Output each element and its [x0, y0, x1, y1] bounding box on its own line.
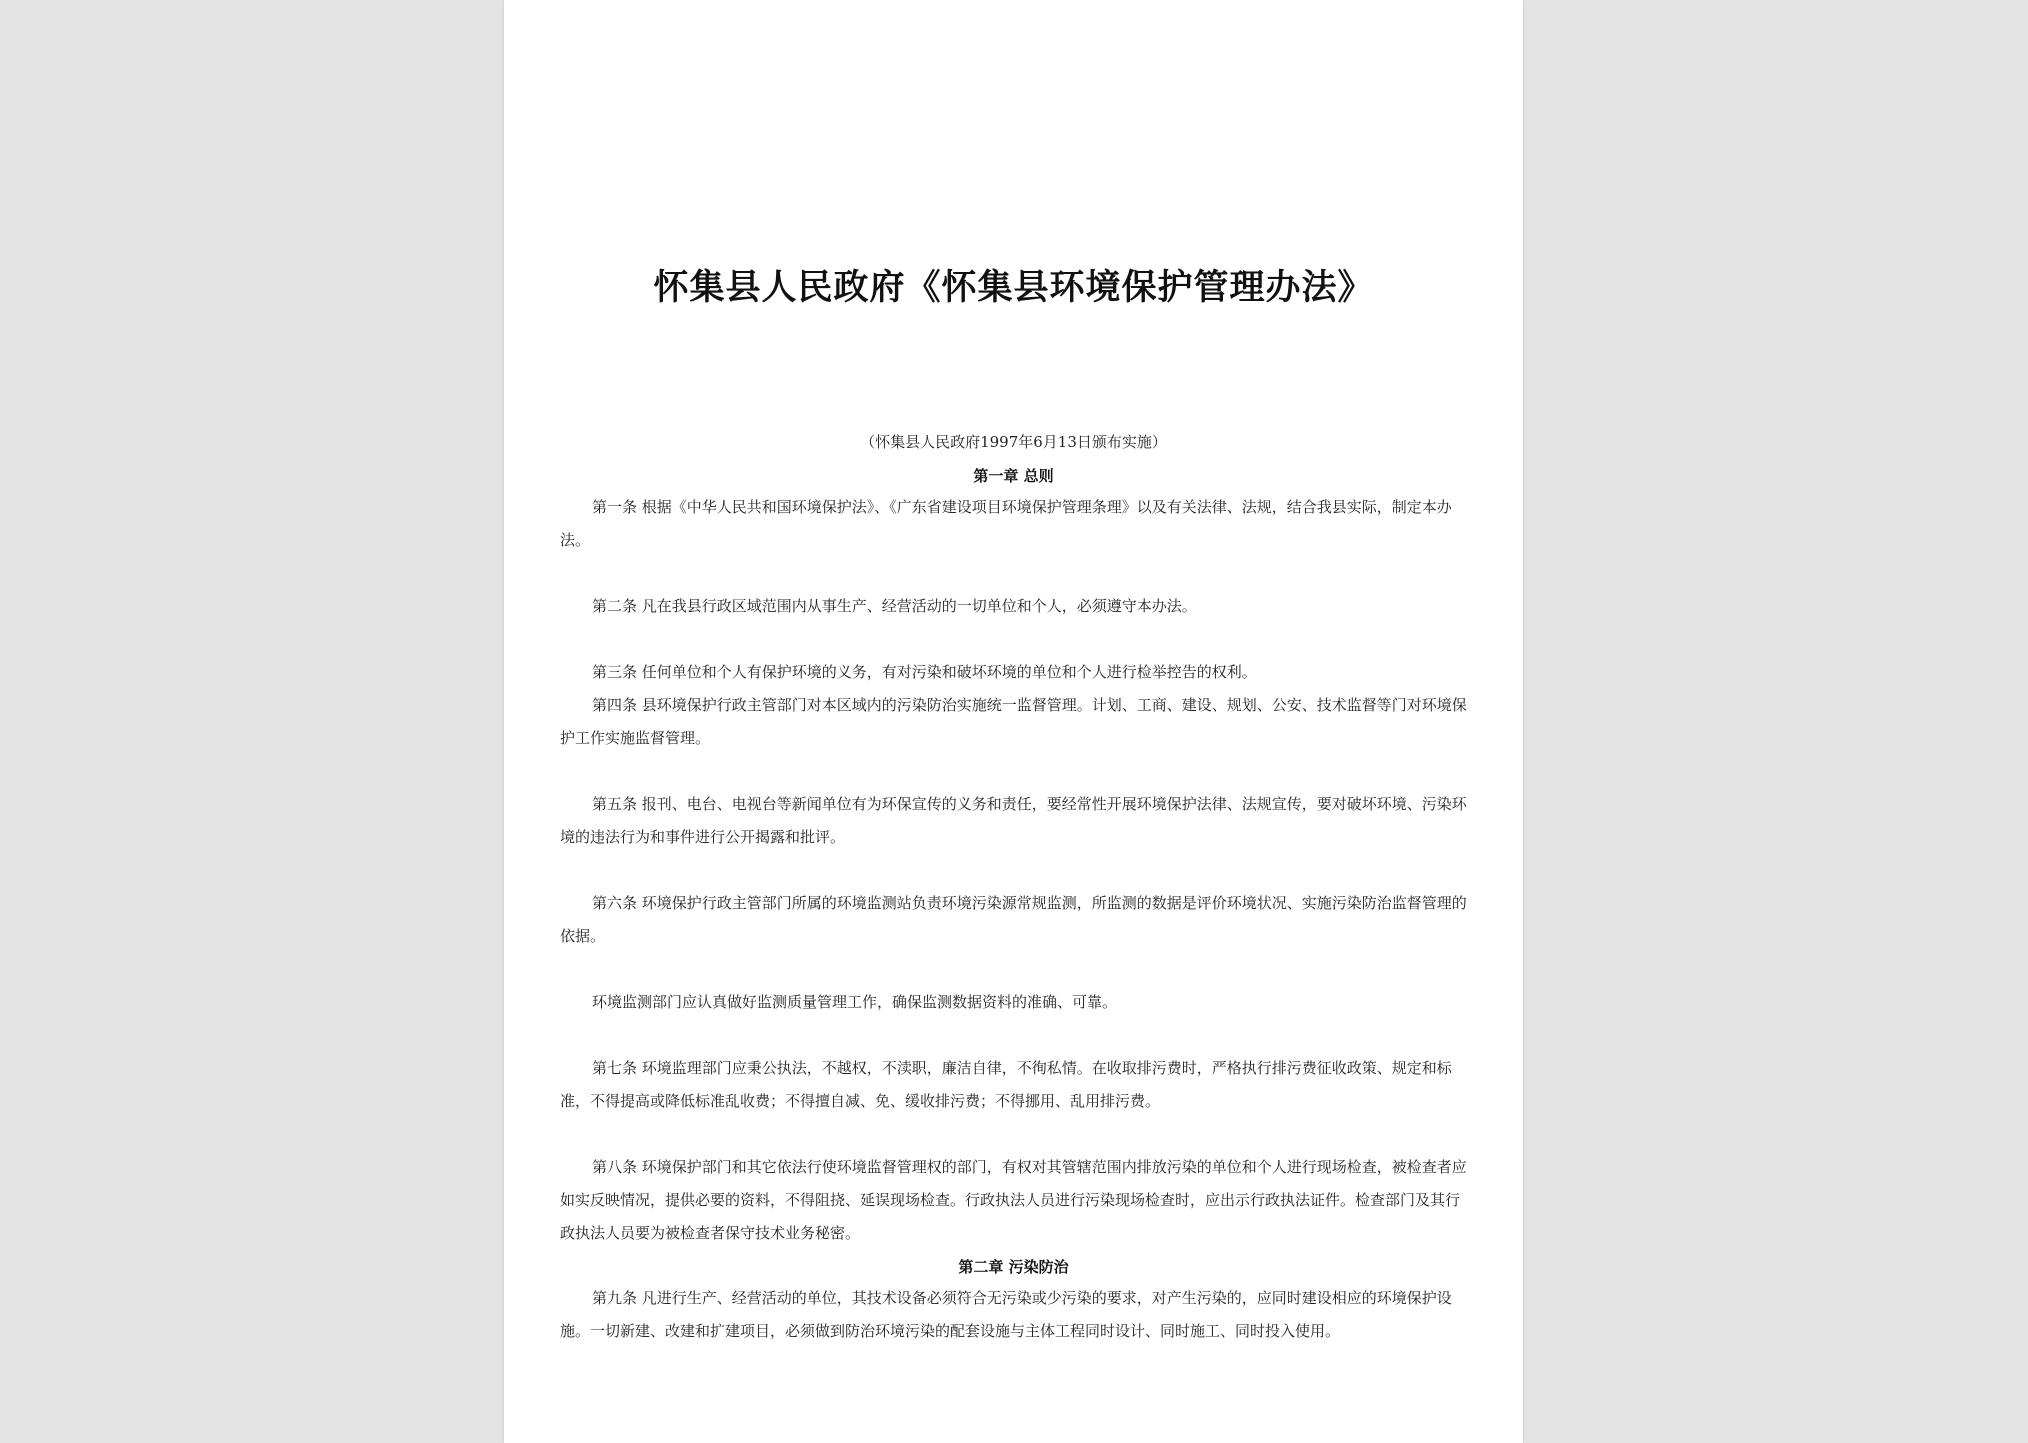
- document-subtitle: （怀集县人民政府1997年6月13日颁布实施）: [860, 433, 1167, 451]
- chapter-heading: 第二章 污染防治: [958, 1258, 1069, 1276]
- article-paragraph: 第三条 任何单位和个人有保护环境的义务，有对污染和破坏环境的单位和个人进行检举控告的权利。: [592, 663, 1257, 681]
- article-paragraph: 第八条 环境保护部门和其它依法行使环境监督管理权的部门，有权对其管辖范围内排放污染的单位和个人进行现场检查，被检查者应如实反映情况，提供必要的资料，不得阻挠、延误现场检查。行政执法人员进行污染现场检查时，应出示行政执法证件。检查部门及其行政执法人员要为被检查者保守技术业务秘密。: [560, 1158, 1467, 1242]
- article-paragraph: 第一条 根据《中华人民共和国环境保护法》、《广东省建设项目环境保护管理条理》以及有关法律、法规，结合我县实际，制定本办法。: [560, 498, 1452, 549]
- article-paragraph: 第二条 凡在我县行政区域范围内从事生产、经营活动的一切单位和个人，必须遵守本办法。: [592, 597, 1197, 615]
- article-paragraph: 环境监测部门应认真做好监测质量管理工作，确保监测数据资料的准确、可靠。: [592, 993, 1118, 1011]
- article-paragraph: 第四条 县环境保护行政主管部门对本区域内的污染防治实施统一监督管理。计划、工商、建设、规划、公安、技术监督等门对环境保护工作实施监督管理。: [560, 696, 1467, 747]
- chapter-heading: 第一章 总则: [973, 467, 1054, 485]
- article-paragraph: 第七条 环境监理部门应秉公执法，不越权，不渎职，廉洁自律，不徇私情。在收取排污费时，严格执行排污费征收政策、规定和标准，不得提高或降低标准乱收费；不得擅自减、免、缓收排污费；不得挪用、乱用排污费。: [560, 1059, 1452, 1110]
- document-page: [504, 0, 1523, 1443]
- article-paragraph: 第五条 报刊、电台、电视台等新闻单位有为环保宣传的义务和责任，要经常性开展环境保护法律、法规宣传，要对破坏环境、污染环境的违法行为和事件进行公开揭露和批评。: [560, 795, 1467, 846]
- article-paragraph: 第六条 环境保护行政主管部门所属的环境监测站负责环境污染源常规监测，所监测的数据是评价环境状况、实施污染防治监督管理的依据。: [560, 894, 1467, 945]
- document-title: 怀集县人民政府《怀集县环境保护管理办法》: [653, 267, 1374, 308]
- article-paragraph: 第九条 凡进行生产、经营活动的单位，其技术设备必须符合无污染或少污染的要求，对产生污染的，应同时建设相应的环境保护设施。一切新建、改建和扩建项目，必须做到防治环境污染的配套设施与主体工程同时设计、同时施工、同时投入使用。: [560, 1289, 1452, 1340]
